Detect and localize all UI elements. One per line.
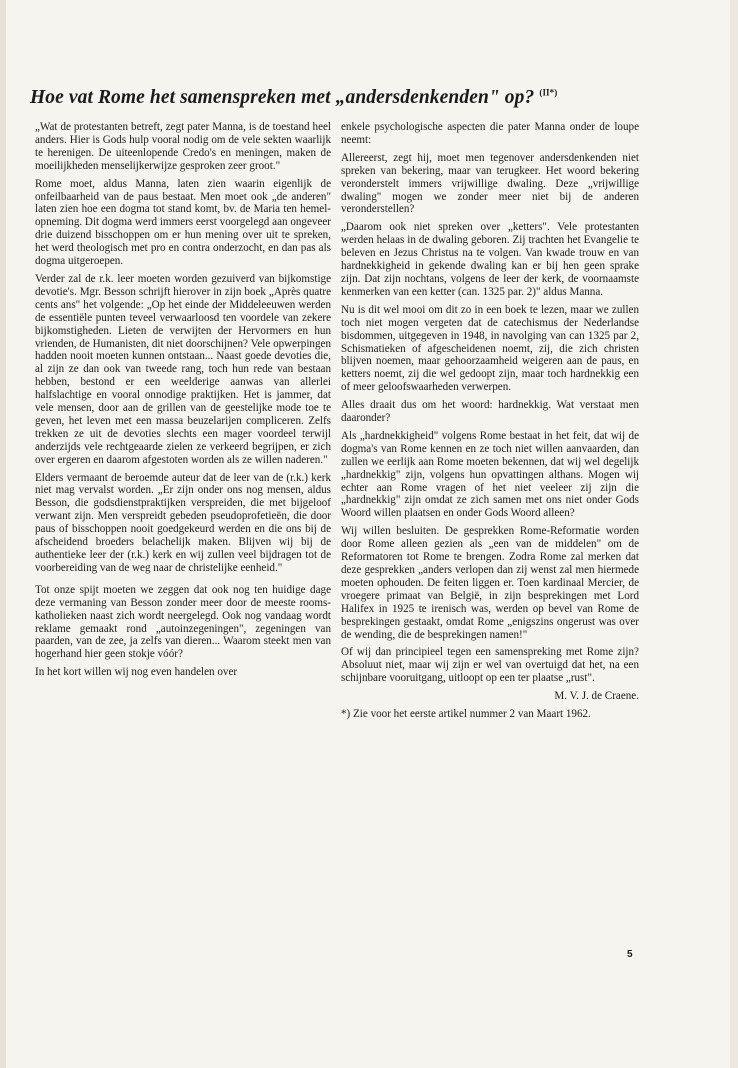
paragraph: Nu is dit wel mooi om dit zo in een boek te lezen, maar we zullen toch niet mogen vergeten dat de catechismus der Nederlandse bisdommen, uitgegeven in 1948, in navolging van can 1325 par 2, Schismatieken of afgescheidenen noemt, zij, die zich christen blijven noemen, maar gehoorzaamheid weigeren aan de paus, en ketters noemt, zij die wel gedoopt zijn, maar toch hardnekkig een of meer geloofswaarheden verwerpen. <box>341 303 639 394</box>
paragraph: Elders vermaant de beroemde auteur dat de leer van de (r.k.) kerk niet mag vervalst worden. „Er zijn onder ons nog mensen, aldus Besson, die godsdienstpraktijken verspreiden, die met bijgeloof verwant zijn. Men verspreidt gebeden pseudoprofetieën, die door paus of bisschoppen nooit goedgekeurd werden en die ons bij de afscheidend broeders belachelijk maken. Blijven wij bij de authentieke leer der (r.k.) kerk en wij zullen veel bijdragen tot de voorbereiding van de weg naar de christelijke eenheid." <box>35 471 331 574</box>
paragraph: Als „hardnekkigheid" volgens Rome bestaat in het feit, dat wij de dogma's van Rome kennen en ze toch niet willen aanvaarden, dan zullen we eerlijk aan Rome moeten bekennen, dat wij wel degelijk „hardnekkig" zijn, volgens hun opvattingen althans. Mogen wij echter aan Rome vragen of het niet veeleer zij zijn die „hardnekkig" zijn omdat ze zich samen met ons niet onder Gods Woord willen plaatsen en onder Gods Woord alleen? <box>341 429 639 520</box>
paragraph: Tot onze spijt moeten we zeggen dat ook nog ten huidige dage deze vermaning van Besson zonder meer door de meeste rooms-katholieken naast zich wordt neergelegd. Ook nog vandaag wordt reklame gemaakt rond „autoinzegeningen", zegeningen van paarden, van de zee, ja zelfs van dieren... Waarom steekt men van hogerhand hier geen stokje vóór? <box>35 583 331 661</box>
left-column <box>35 121 331 684</box>
article-title <box>30 87 710 109</box>
paragraph: enkele psychologische aspecten die pater Manna onder de loupe neemt: <box>341 121 639 146</box>
paragraph: In het kort willen wij nog even handelen over <box>35 666 238 679</box>
paragraph: Verder zal de r.k. leer moeten worden gezuiverd van bijkomstige devotie's. Mgr. Besson schrijft hierover in zijn boek „Après quatre cents ans" het volgende: „Op het einde der Middeleeuwen werden de essentiële punten teveel verwaarloosd ten voordele van zekere bijkomstigheden. Lieten de verwijten der Hervormers en hun vrienden, de Humanisten, dit niet doorschijnen? Vele opwerpingen hadden nooit moeten kunnen ontstaan... Naast goede devoties die, al zijn ze dan ook van tweede rang, toch hun rede van bestaan hebben, bestond er een weelderige aanwas van allerlei halfslachtige en vooral onnodige praktijken. Het is jammer, dat vele mensen, door aan de grillen van de geestelijke mode toe te geven, het leven met een massa beuzelarijen compliceren. Zelfs trekken ze uit de devoties slechts een mager voordeel terwijl anderzijds vele rechtgeaarde zielen ze verkeerd begrijpen, er zich over ergeren en daarom afgestoten worden als ze willen naderen." <box>35 272 331 466</box>
article-title-text: Hoe vat Rome het samenspreken met „andersdenkenden" op? <box>30 87 535 108</box>
footnote: *) Zie voor het eerste artikel nummer 2 van Maart 1962. <box>341 708 591 721</box>
page-number: 5 <box>627 949 633 960</box>
paragraph: „Wat de protestanten betreft, zegt pater Manna, is de toestand heel anders. Hier is Gods hulp vooral nodig om de vele sekten waarlijk te herenigen. De uiteenlopende Credo's en meningen, maken de moeilijkheden menselijkerwijze gesproken zeer groot." <box>35 121 331 172</box>
paragraph: Alles draait dus om het woord: hardnekkig. Wat verstaat men daaronder? <box>341 399 639 425</box>
author-signature: M. V. J. de Craene. <box>554 690 639 703</box>
article-title-note: (II*) <box>539 87 558 98</box>
paragraph: „Daarom ook niet spreken over „ketters". Vele protestanten werden helaas in de dwaling geboren. Zij trachten het Evangelie te beleven en Jezus Christus na te volgen. Van kwade trouw en van hardnekkigheid in gekende dwaling kan er bij hen geen sprake zijn. Dat zijn nochtans, volgens de leer der kerk, de voornaamste kenmerken van een ketter (can. 1325 par. 2)" aldus Manna. <box>341 221 639 298</box>
paragraph: Wij willen besluiten. De gesprekken Rome-Reformatie worden door Rome alleen gezien als „een van de middelen" om de Reformatoren tot Rome te brengen. Zodra Rome zal merken dat deze gesprekken „anders verlopen dan zij wenst zal men hiermede moeten ophouden. De feiten liggen er. Toen kardinaal Mercier, de vroegere primaat van België, in zijn besprekingen met Lord Halifex in 1925 te irenisch was, werden op bevel van Rome de besprekingen gestaakt, omdat Rome „enigszins ongerust was over de wending, die de besprekingen namen!" <box>341 525 639 641</box>
paragraph: Rome moet, aldus Manna, laten zien waarin eigenlijk de onfeilbaarheid van de paus bestaat. Men moet ook „de anderen" laten zien hoe een dogma tot stand komt, bv. de Maria ten hemel-opneming. Dit dogma werd immers eerst voorgelegd aan ongeveer drie duizend bisschoppen om er hun mening over uit te spreken, het werd theologisch met pro en contra onderzocht, en dan pas als dogma uitgeroepen. <box>35 177 331 268</box>
paragraph: Allereerst, zegt hij, moet men tegenover andersdenkenden niet spreken van bekering, maar van terugkeer. Het woord bekering veronderstelt immers vrijwillige dwaling. Deze „vrijwillige dwaling" mogen we zonder meer niet bij de anderen veronderstellen? <box>341 151 639 216</box>
paragraph: Of wij dan principieel tegen een samenspreking met Rome zijn? Absoluut niet, maar wij zijn er wel van overtuigd dat het, na een schijnbare vooruitgang, uitloopt op een ter plaatse „rust". <box>341 646 639 685</box>
right-column <box>341 121 639 726</box>
page-shadow-left <box>0 0 6 1068</box>
page-shadow-right <box>730 0 738 1068</box>
